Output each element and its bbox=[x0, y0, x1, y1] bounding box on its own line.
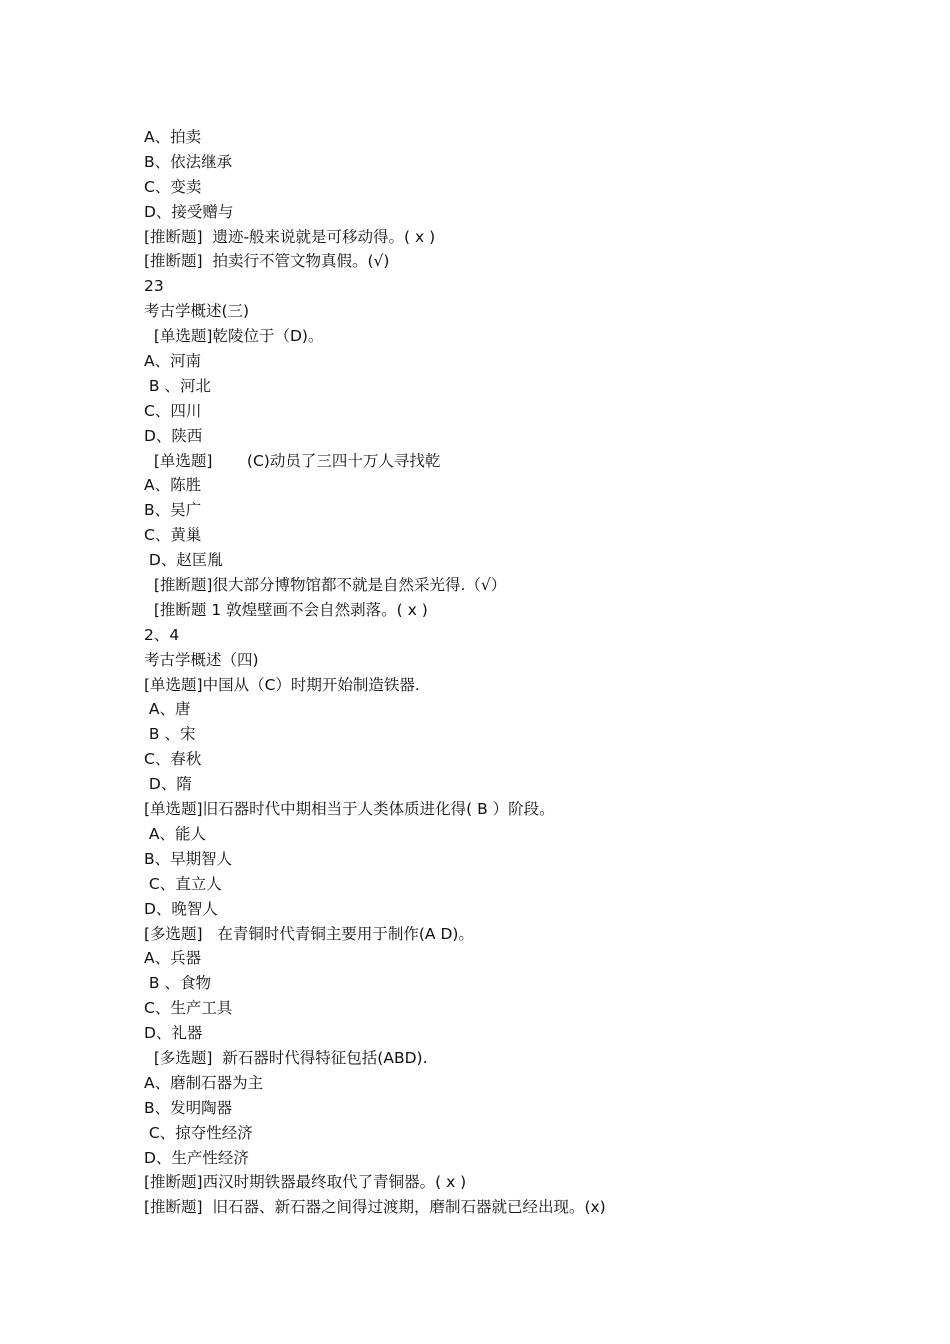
single-choice-question: [单选题]中国从（C）时期开始制造铁器. bbox=[144, 675, 420, 694]
option-line: D、礼器 bbox=[144, 1024, 203, 1043]
multiple-choice-question: [多选题] 在青铜时代青铜主要用于制作(A D)。 bbox=[144, 924, 474, 943]
option-line: B 、食物 bbox=[144, 974, 211, 993]
option-line: B、发明陶器 bbox=[144, 1098, 233, 1117]
option-line: C、四川 bbox=[144, 401, 202, 420]
option-line: C、黄巢 bbox=[144, 526, 202, 545]
judgment-question: [推断题]西汉时期铁器最终取代了青铜器。( x ) bbox=[144, 1173, 467, 1192]
document-body bbox=[144, 125, 844, 1220]
single-choice-question: [单选题]乾陵位于（D)。 bbox=[144, 327, 324, 346]
option-line: D、赵匡胤 bbox=[144, 551, 223, 570]
option-line: D、陕西 bbox=[144, 426, 203, 445]
section-title: 考古学概述(三) bbox=[144, 302, 250, 321]
option-line: B 、河北 bbox=[144, 376, 211, 395]
judgment-question: [推断题] 遗迹-般来说就是可移动得。( x ) bbox=[144, 227, 436, 246]
section-number: 2、4 bbox=[144, 625, 180, 644]
option-line: A、陈胜 bbox=[144, 476, 202, 495]
option-line: D、隋 bbox=[144, 775, 192, 794]
section-number: 23 bbox=[144, 277, 164, 296]
single-choice-question: [单选题] (C)动员了三四十万人寻找乾 bbox=[144, 451, 441, 470]
multiple-choice-question: [多选题] 新石器时代得特征包括(ABD). bbox=[144, 1048, 428, 1067]
option-line: B 、宋 bbox=[144, 725, 196, 744]
judgment-question: [推断题] 旧石器、新石器之间得过渡期，磨制石器就已经出现。(x) bbox=[144, 1198, 606, 1217]
option-line: A、能人 bbox=[144, 824, 207, 843]
option-line: D、生产性经济 bbox=[144, 1148, 249, 1167]
option-line: C、生产工具 bbox=[144, 999, 233, 1018]
option-line: A、磨制石器为主 bbox=[144, 1073, 264, 1092]
judgment-question: [推断题 1 敦煌壁画不会自然剥落。( x ) bbox=[144, 600, 428, 619]
section-title: 考古学概述（四) bbox=[144, 650, 259, 669]
option-line: A、兵器 bbox=[144, 949, 202, 968]
option-line: A、唐 bbox=[144, 700, 191, 719]
option-line: B、依法继承 bbox=[144, 152, 233, 171]
single-choice-question: [单选题]旧石器时代中期相当于人类体质进化得( B ）阶段。 bbox=[144, 800, 555, 819]
judgment-question: [推断题]很大部分博物馆都不就是自然采光得.（√） bbox=[144, 576, 507, 595]
option-line: C、直立人 bbox=[144, 874, 222, 893]
option-line: C、掠夺性经济 bbox=[144, 1123, 253, 1142]
option-line: C、春秋 bbox=[144, 750, 202, 769]
option-line: A、拍卖 bbox=[144, 128, 202, 146]
option-line: C、变卖 bbox=[144, 177, 202, 196]
option-line: A、河南 bbox=[144, 352, 202, 371]
option-line: B、吴广 bbox=[144, 501, 202, 520]
option-line: D、晚智人 bbox=[144, 899, 218, 918]
judgment-question: [推断题] 拍卖行不管文物真假。(√) bbox=[144, 252, 390, 271]
option-line: B、早期智人 bbox=[144, 849, 233, 868]
option-line: D、接受赠与 bbox=[144, 202, 234, 221]
